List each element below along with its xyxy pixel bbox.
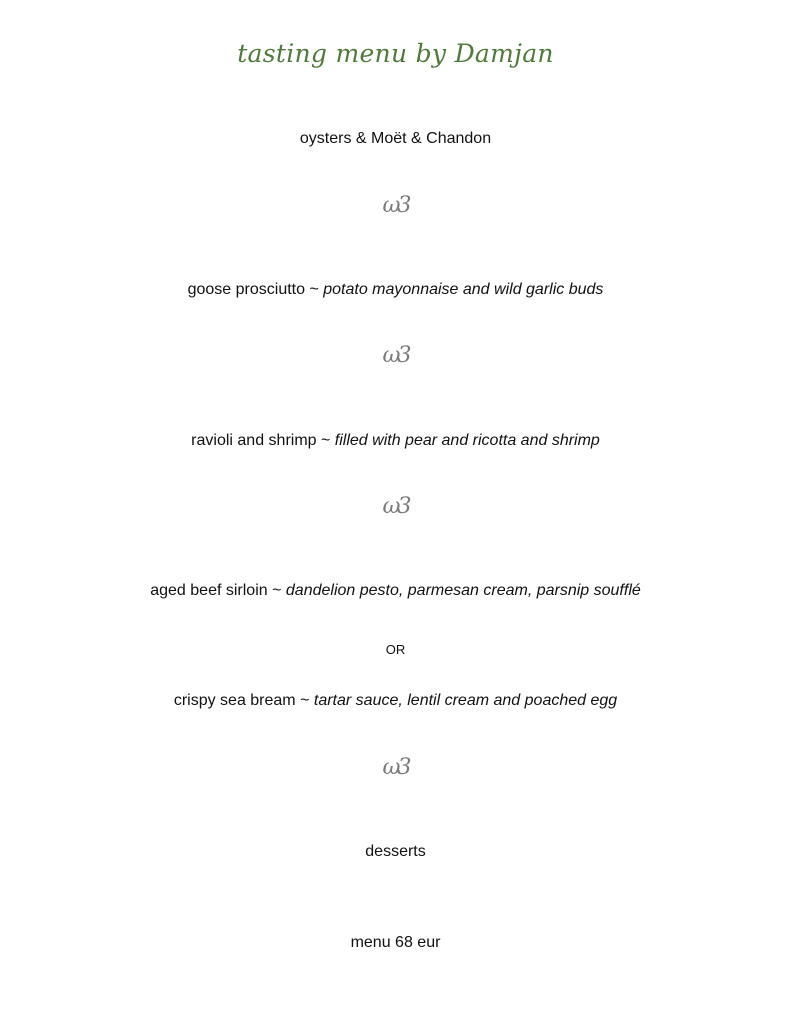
course-ravioli	[0, 431, 791, 451]
course-goose-prosciutto	[0, 280, 791, 300]
course-desserts	[0, 842, 791, 862]
course-name: desserts	[365, 843, 426, 860]
ornament-divider-icon: ω3	[382, 343, 409, 368]
course-sea-bream	[0, 691, 791, 711]
ornament-divider-icon: ω3	[382, 193, 409, 218]
course-name: aged beef sirloin ~	[150, 582, 286, 599]
course-name: oysters & Moët & Chandon	[299, 130, 492, 147]
ornament-divider-icon: ω3	[382, 494, 409, 519]
menu-price: menu 68 eur	[350, 934, 441, 951]
course-description: dandelion pesto, parmesan cream, parsnip soufflé	[285, 582, 641, 599]
course-description: potato mayonnaise and wild garlic buds	[323, 281, 604, 298]
or-separator: OR	[385, 642, 406, 657]
course-name: ravioli and shrimp ~	[191, 432, 335, 449]
menu-title: tasting menu by Damjan	[237, 39, 554, 68]
course-description: filled with pear and ricotta and shrimp	[334, 432, 600, 449]
course-description: tartar sauce, lentil cream and poached egg	[313, 692, 618, 709]
course-oysters	[0, 129, 791, 149]
course-beef-sirloin	[0, 581, 791, 601]
ornament-divider-icon: ω3	[382, 755, 409, 780]
course-name: crispy sea bream ~	[173, 692, 314, 709]
course-name: goose prosciutto ~	[187, 281, 324, 298]
